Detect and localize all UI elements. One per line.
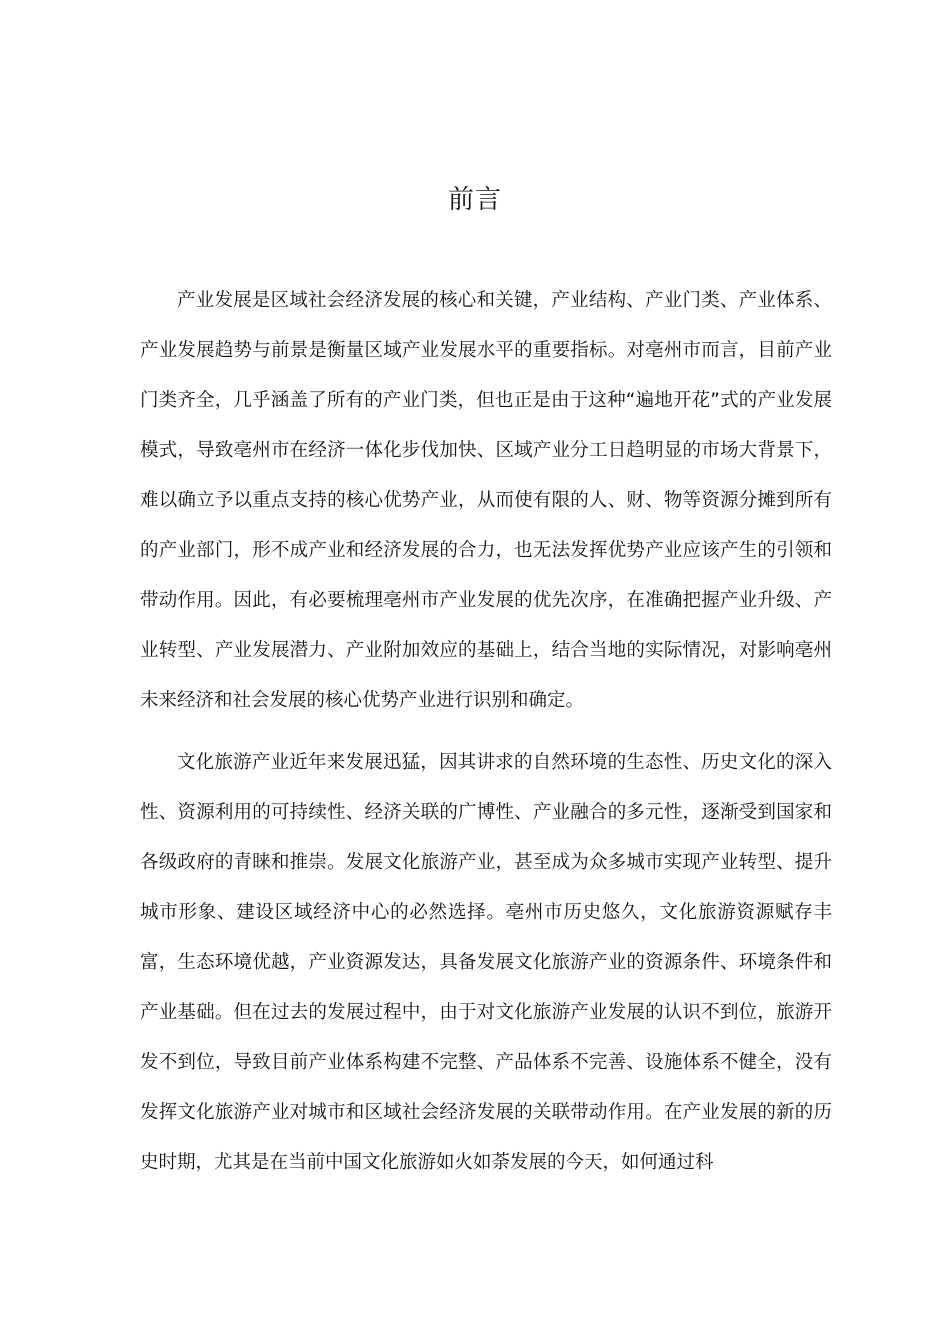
page-title: 前言: [447, 185, 502, 215]
paragraph-cultural-tourism: 文化旅游产业近年来发展迅猛，因其讲求的自然环境的生态性、历史文化的深入性、资源利用的可持续性、经济关联的广博性、产业融合的多元性，逐渐受到国家和各级政府的青睐和推崇。发展文化旅游产业，甚至成为众多城市实现产业转型、提升城市形象、建设区域经济中心的必然选择。亳州市历史悠久，文化旅游资源赋存丰富，生态环境优越，产业资源发达，具备发展文化旅游产业的资源条件、环境条件和产业基础。但在过去的发展过程中，由于对文化旅游产业发展的认识不到位，旅游开发不到位，导致目前产业体系构建不完整、产品体系不完善、设施体系不健全，没有发挥文化旅游产业对城市和区域社会经济发展的关联带动作用。在产业发展的新的历史时期，尤其是在当前中国文化旅游如火如荼发展的今天，如何通过科: [140, 752, 832, 1173]
paragraph-industry-development: 产业发展是区域社会经济发展的核心和关键，产业结构、产业门类、产业体系、产业发展趋势与前景是衡量区域产业发展水平的重要指标。对亳州市而言，目前产业门类齐全，几乎涵盖了所有的产业门类，但也正是由于这种“遍地开花”式的产业发展模式，导致亳州市在经济一体化步伐加快、区域产业分工日趋明显的市场大背景下，难以确立予以重点支持的核心优势产业，从而使有限的人、财、物等资源分摊到所有的产业部门，形不成产业和经济发展的合力，也无法发挥优势产业应该产生的引领和带动作用。因此，有必要梳理亳州市产业发展的优先次序，在准确把握产业升级、产业转型、产业发展潜力、产业附加效应的基础上，结合当地的实际情况，对影响亳州未来经济和社会发展的核心优势产业进行识别和确定。: [140, 290, 832, 711]
document-body: [140, 276, 832, 1188]
